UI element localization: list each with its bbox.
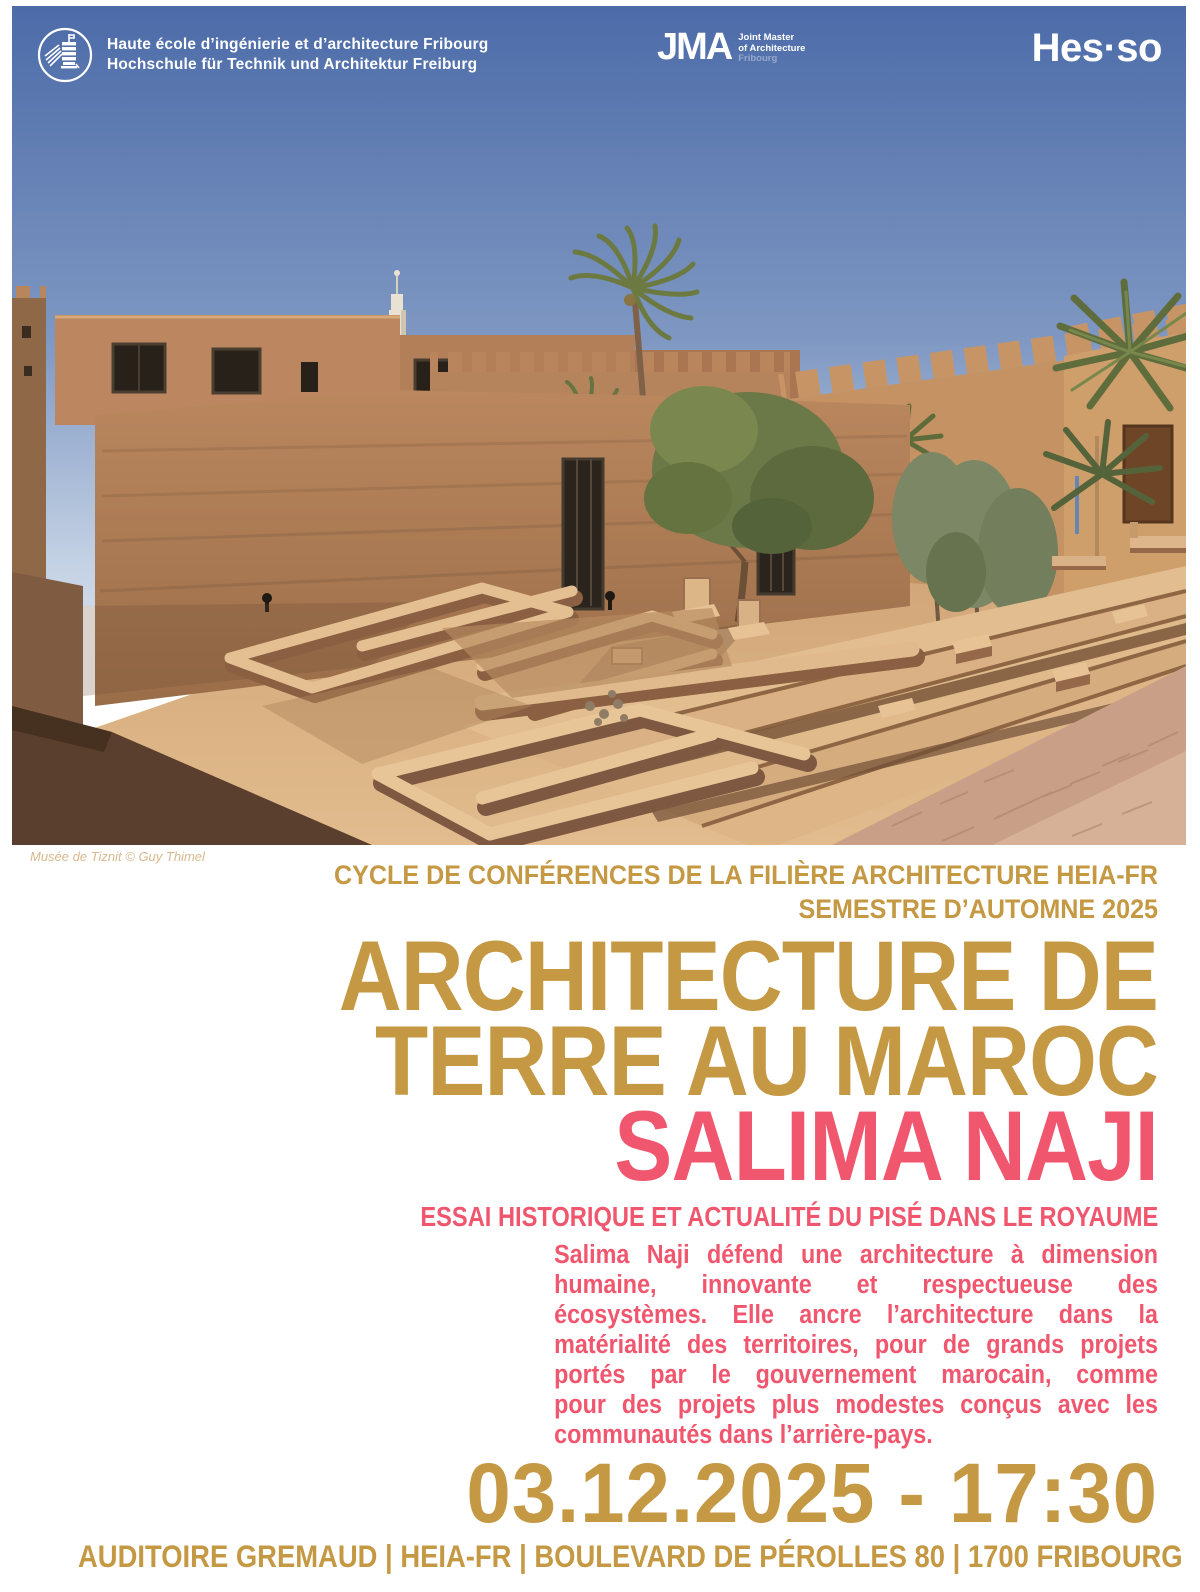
description-line: humaine, innovante et respectueuse des — [554, 1271, 1158, 1299]
series-line2: SEMESTRE D’AUTOMNE 2025 — [798, 894, 1158, 924]
description-line: matérialité des territoires, pour de grands projets — [554, 1331, 1158, 1359]
hero-photo — [12, 6, 1186, 845]
jma-sub-line1: Joint Master — [738, 32, 795, 43]
jma-logo — [657, 26, 806, 68]
heia-name-fr: Haute école d’ingénierie et d’architecture Fribourg — [107, 36, 489, 53]
jma-acronym: JMA — [657, 26, 732, 68]
description-line: Salima Naji défend une architecture à dimension — [554, 1241, 1158, 1269]
jma-sub-line2: of Architecture — [738, 42, 806, 54]
description-line: écosystèmes. Elle ancre l’architecture dans la — [554, 1301, 1158, 1329]
left-tower — [12, 286, 46, 598]
wall-lamp — [262, 593, 272, 603]
heia-tower-icon — [36, 26, 94, 84]
description-line: pour des projets plus modestes conçus avec les — [554, 1391, 1158, 1419]
photo-caption: Musée de Tiznit © Guy Thimel — [30, 849, 205, 864]
speaker-name: SALIMA NAJI — [614, 1090, 1158, 1201]
title-line2: TERRE AU MAROC — [374, 1005, 1159, 1116]
title-line1: ARCHITECTURE DE — [338, 920, 1158, 1031]
lecture-description — [554, 1240, 1158, 1450]
lecture-subtitle: ESSAI HISTORIQUE ET ACTUALITÉ DU PISÉ DANS LE ROYAUME — [420, 1201, 1158, 1232]
description-line: communautés dans l’arrière-pays. — [554, 1421, 933, 1449]
heia-logo — [36, 26, 488, 84]
wall-lamp — [605, 591, 615, 601]
series-heading — [334, 858, 1158, 926]
wooden-door — [1124, 426, 1172, 522]
blue-pole — [1075, 476, 1079, 534]
tiznit-museum-scene — [12, 6, 1186, 845]
main-title — [338, 920, 1159, 1201]
event-datetime: 03.12.2025 - 17:30 — [466, 1446, 1158, 1540]
jma-sub-line3: Fribourg — [738, 53, 778, 64]
event-location: AUDITOIRE GREMAUD | HEIA-FR | BOULEVARD DE PÉROLLES 80 | 1700 FRIBOURG — [78, 1538, 1183, 1574]
series-line1: CYCLE DE CONFÉRENCES DE LA FILIÈRE ARCHITECTURE HEIA-FR — [333, 860, 1158, 890]
description-line: portés par le gouvernement marocain, comme — [554, 1361, 1158, 1389]
hesso-logo: Hes·so — [1031, 26, 1162, 70]
heia-name-de: Hochschule für Technik und Architektur Freiburg — [107, 56, 478, 73]
